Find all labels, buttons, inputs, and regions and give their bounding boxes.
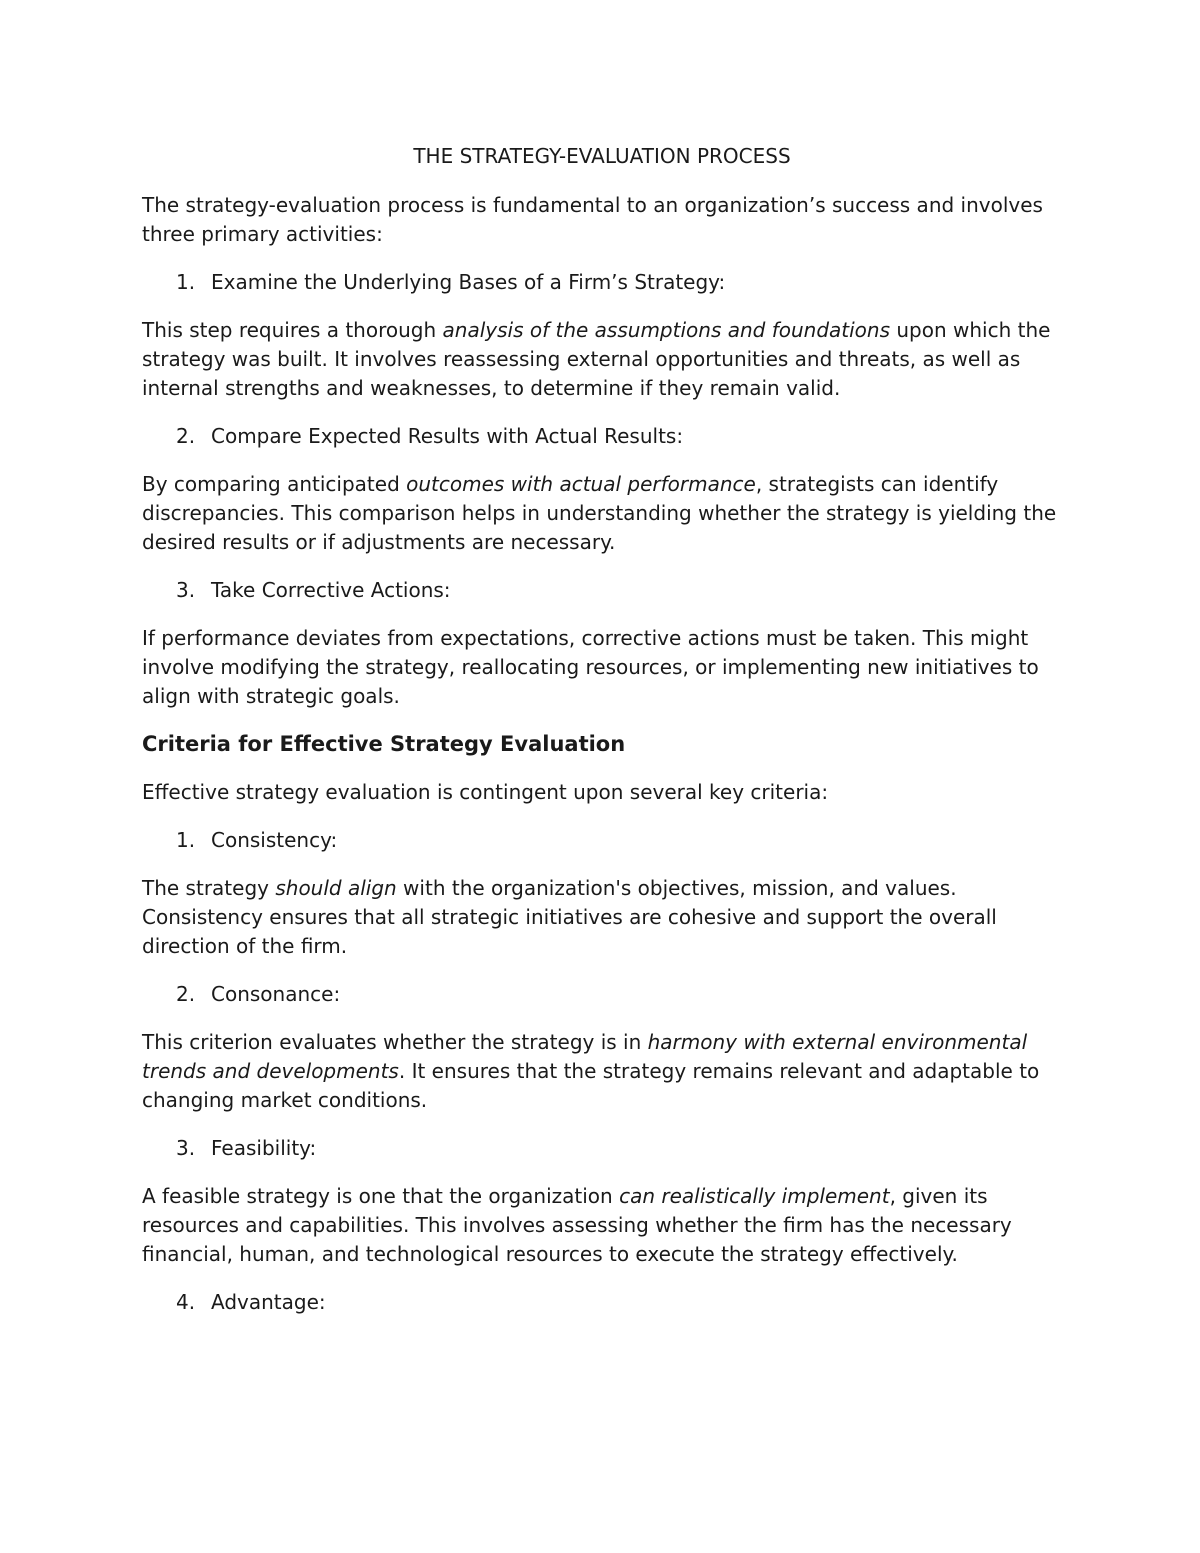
- activity-heading: Examine the Underlying Bases of a Firm’s Strategy:: [211, 270, 726, 294]
- criterion-heading: Feasibility:: [211, 1136, 317, 1160]
- criterion-number: 2.: [176, 982, 196, 1006]
- activity-number: 1.: [176, 270, 196, 294]
- criterion-paragraph-1: [142, 874, 1062, 961]
- criterion-item-3: [142, 1134, 1062, 1163]
- emphasis-text: can realistically implement: [619, 1184, 890, 1208]
- text-run: , strategists can identify discrepancies. This comparison helps in understanding whether the strategy is yielding the desired results or if adjustments are necessary.: [142, 472, 1057, 554]
- document-page: [142, 130, 1062, 1336]
- text-run: By comparing anticipated: [142, 472, 407, 496]
- criteria-intro: Effective strategy evaluation is contingent upon several key criteria:: [142, 780, 829, 804]
- text-run: upon which the strategy was built. It involves reassessing external opportunities and threats, as well as internal strengths and weaknesses, to determine if they remain valid.: [142, 318, 1051, 400]
- criterion-paragraph-2: [142, 1028, 1062, 1115]
- activity-item-1: [142, 268, 1062, 297]
- text-run: . It ensures that the strategy remains relevant and adaptable to changing market conditions.: [142, 1059, 1040, 1112]
- criterion-item-4: [142, 1288, 1062, 1317]
- criterion-paragraph-3: [142, 1182, 1062, 1269]
- criterion-number: 1.: [176, 828, 196, 852]
- criterion-heading: Advantage:: [211, 1290, 326, 1314]
- emphasis-text: analysis of the assumptions and foundations: [442, 318, 891, 342]
- emphasis-text: outcomes with actual performance: [406, 472, 756, 496]
- intro-paragraph: The strategy-evaluation process is fundamental to an organization’s success and involves three primary activities:: [142, 193, 1043, 246]
- activity-paragraph-2: [142, 470, 1062, 557]
- activity-paragraph-1: [142, 316, 1062, 403]
- text-run: The strategy: [142, 876, 276, 900]
- activity-heading: Compare Expected Results with Actual Results:: [211, 424, 684, 448]
- activity-item-3: [142, 576, 1062, 605]
- emphasis-text: harmony with external environmental trends and developments: [142, 1030, 1028, 1083]
- activity-number: 2.: [176, 424, 196, 448]
- text-run: A feasible strategy is one that the organization: [142, 1184, 620, 1208]
- criterion-item-2: [142, 980, 1062, 1009]
- criterion-heading: Consistency:: [211, 828, 338, 852]
- criterion-item-1: [142, 826, 1062, 855]
- activity-heading: Take Corrective Actions:: [211, 578, 451, 602]
- text-run: , given its resources and capabilities. This involves assessing whether the firm has the necessary financial, human, and technological resources to execute the strategy effectively.: [142, 1184, 1012, 1266]
- activity-paragraph-3: [142, 624, 1062, 711]
- text-run: with the organization's objectives, mission, and values. Consistency ensures that all strategic initiatives are cohesive and support the overall direction of the firm.: [142, 876, 997, 958]
- text-run: This step requires a thorough: [142, 318, 443, 342]
- activity-item-2: [142, 422, 1062, 451]
- criterion-number: 4.: [176, 1290, 196, 1314]
- document-title: THE STRATEGY-EVALUATION PROCESS: [413, 144, 791, 168]
- text-run: This criterion evaluates whether the strategy is in: [142, 1030, 648, 1054]
- criteria-heading: Criteria for Effective Strategy Evaluation: [142, 732, 626, 756]
- criterion-heading: Consonance:: [211, 982, 341, 1006]
- emphasis-text: should align: [275, 876, 397, 900]
- activity-number: 3.: [176, 578, 196, 602]
- text-run: If performance deviates from expectations, corrective actions must be taken. This might involve modifying the strategy, reallocating resources, or implementing new initiatives to align with strategic goals.: [142, 626, 1039, 708]
- criterion-number: 3.: [176, 1136, 196, 1160]
